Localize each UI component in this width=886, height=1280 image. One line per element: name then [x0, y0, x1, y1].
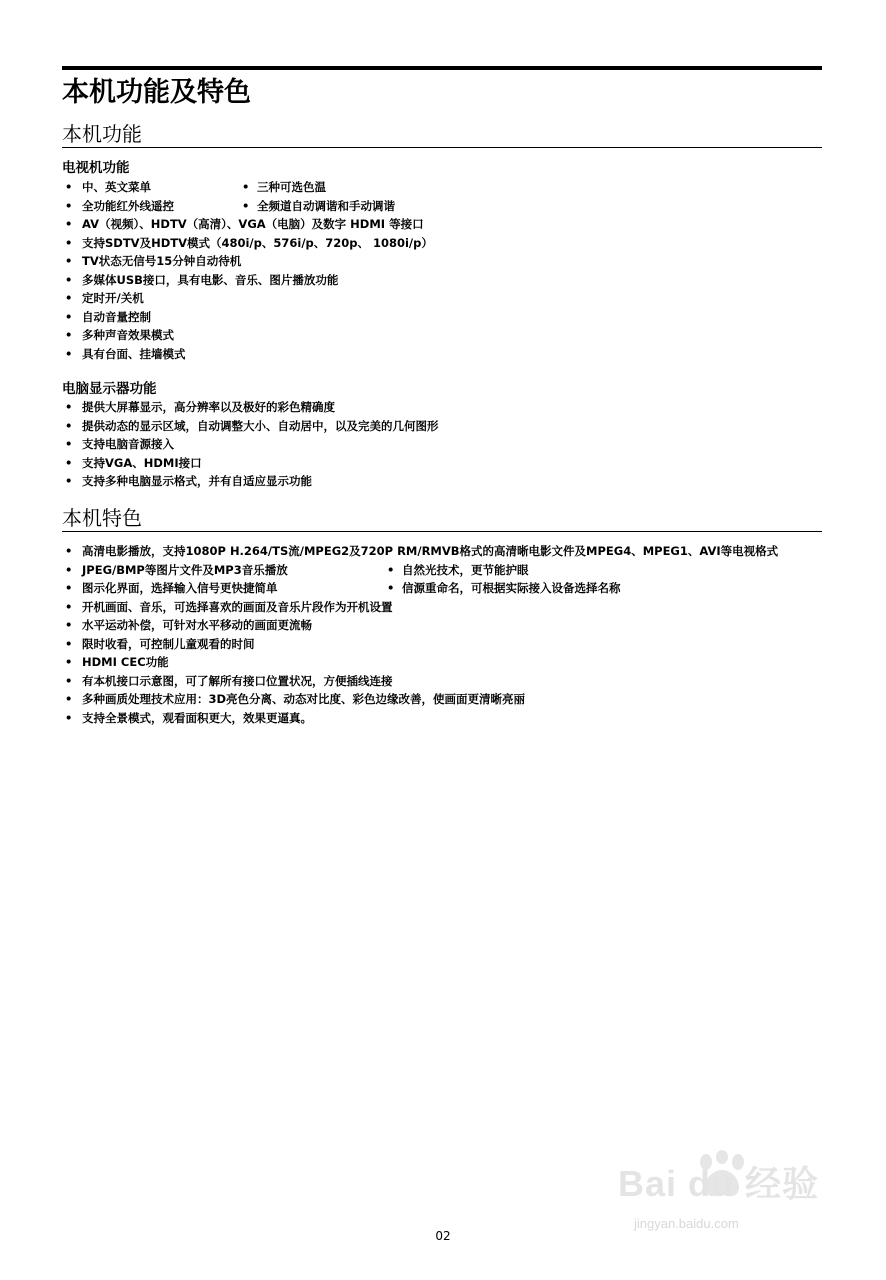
list-item — [62, 308, 822, 327]
list-item-text: HDMI CEC功能 — [82, 655, 169, 669]
list-item-text: 水平运动补偿，可针对水平移动的画面更流畅 — [82, 618, 312, 632]
section-rule-functions — [62, 147, 822, 148]
bullet-icon: • — [65, 272, 73, 287]
list-item — [62, 672, 822, 691]
list-item-text: 具有台面、挂墙模式 — [82, 346, 186, 361]
list-item-text: 图示化界面，选择输入信号更快捷简单 — [82, 581, 278, 595]
list-item — [62, 690, 822, 709]
list-item — [62, 345, 822, 364]
bullet-icon: • — [65, 599, 73, 614]
list-item — [62, 454, 822, 473]
bullet-icon: • — [65, 710, 73, 725]
watermark-url: jingyan.baidu.com — [634, 1216, 739, 1231]
bullet-icon: • — [242, 180, 250, 194]
list-item-text: 支持VGA、HDMI接口 — [82, 455, 202, 470]
bullet-icon: • — [387, 562, 395, 577]
bullet-icon: • — [65, 544, 73, 558]
bullet-icon: • — [65, 618, 73, 632]
list-item-text: 自动音量控制 — [82, 309, 151, 324]
page-title: 本机功能及特色 — [62, 77, 251, 108]
bullet-icon: • — [65, 692, 73, 706]
list-item — [62, 561, 822, 580]
bullet-icon: • — [65, 455, 73, 470]
list-item-text: 多媒体USB接口，具有电影、音乐、图片播放功能 — [82, 272, 339, 287]
watermark-logo-text: Bai du 经验 — [618, 1163, 820, 1204]
list-item-text: 中、英文菜单 — [82, 180, 151, 194]
list-item-text: 自然光技术，更节能护眼 — [402, 562, 529, 577]
section-heading-features: 本机特色 — [62, 506, 142, 530]
pc-function-list — [62, 398, 822, 491]
list-item-text: 支持SDTV及HDTV模式（480i/p、576i/p、720p、 1080i/p） — [82, 235, 433, 250]
list-item-text: 定时开/关机 — [82, 291, 144, 305]
list-item-text: 多种声音效果模式 — [82, 328, 174, 342]
section-heading-functions: 本机功能 — [62, 122, 142, 146]
list-item-text: 全功能红外线遥控 — [82, 198, 174, 213]
bullet-icon: • — [387, 581, 395, 595]
bullet-icon: • — [65, 291, 73, 305]
list-item-text: 信源重命名，可根据实际接入设备选择名称 — [402, 581, 621, 595]
list-item-text: AV（视频）、HDTV（高清）、VGA（电脑）及数字 HDMI 等接口 — [82, 217, 424, 231]
section-rule-features — [62, 531, 822, 532]
list-item — [62, 635, 822, 654]
list-item — [62, 271, 822, 290]
list-item-text: 高清电影播放，支持1080P H.264/TS流/MPEG2及720P RM/RMVB格式的高清晰电影文件及MPEG4、MPEG1、AVI等电视格式 — [82, 544, 779, 558]
page-number: 02 — [435, 1229, 451, 1243]
bullet-icon: • — [65, 474, 73, 488]
bullet-icon: • — [65, 418, 73, 433]
list-item — [62, 178, 822, 197]
list-item — [62, 709, 822, 728]
bullet-icon: • — [65, 581, 73, 595]
list-item-text: 全频道自动调谐和手动调谐 — [257, 198, 395, 213]
list-item-text: 多种画质处理技术应用：3D亮色分离、动态对比度、彩色边缘改善，使画面更清晰亮丽 — [82, 692, 526, 706]
list-item-text: 提供大屏幕显示，高分辨率以及极好的彩色精确度 — [82, 400, 335, 414]
bullet-icon: • — [242, 198, 250, 213]
bullet-icon: • — [65, 180, 73, 194]
list-item — [62, 472, 822, 491]
list-item-text: 三种可选色温 — [257, 180, 326, 194]
bullet-icon: • — [65, 437, 73, 451]
list-item — [62, 252, 822, 271]
list-item-text: 提供动态的显示区域，自动调整大小、自动居中，以及完美的几何图形 — [82, 418, 439, 433]
subheading-pc-functions: 电脑显示器功能 — [62, 381, 157, 397]
bullet-icon: • — [65, 328, 73, 342]
list-item — [62, 616, 822, 635]
list-item — [62, 435, 822, 454]
top-rule — [62, 66, 822, 70]
list-item-text: 有本机接口示意图，可了解所有接口位置状况，方便插线连接 — [82, 673, 393, 688]
bullet-icon: • — [65, 254, 73, 268]
bullet-icon: • — [65, 198, 73, 213]
bullet-icon: • — [65, 346, 73, 361]
bullet-icon: • — [65, 235, 73, 250]
bullet-icon: • — [65, 217, 73, 231]
feature-list — [62, 542, 822, 727]
list-item — [62, 417, 822, 436]
list-item-text: JPEG/BMP等图片文件及MP3音乐播放 — [82, 562, 288, 577]
bullet-icon: • — [65, 400, 73, 414]
list-item — [62, 197, 822, 216]
bullet-icon: • — [65, 673, 73, 688]
list-item — [62, 398, 822, 417]
list-item-text: 支持全景模式，观看面积更大，效果更逼真。 — [82, 710, 312, 725]
list-item-text: 支持电脑音源接入 — [82, 437, 174, 451]
bullet-icon: • — [65, 636, 73, 651]
list-item-text: 开机画面、音乐，可选择喜欢的画面及音乐片段作为开机设置 — [82, 599, 393, 614]
bullet-icon: • — [65, 309, 73, 324]
bullet-icon: • — [65, 655, 73, 669]
list-item — [62, 234, 822, 253]
list-item-text: 限时收看，可控制儿童观看的时间 — [82, 636, 255, 651]
subheading-tv-functions: 电视机功能 — [62, 160, 130, 176]
tv-function-list — [62, 178, 822, 363]
list-item — [62, 598, 822, 617]
list-item — [62, 579, 822, 598]
list-item-text: 支持多种电脑显示格式，并有自适应显示功能 — [82, 474, 312, 488]
bullet-icon: • — [65, 562, 73, 577]
list-item — [62, 653, 822, 672]
list-item — [62, 326, 822, 345]
list-item — [62, 215, 822, 234]
list-item-text: TV状态无信号15分钟自动待机 — [82, 254, 242, 268]
list-item — [62, 289, 822, 308]
list-item — [62, 542, 822, 561]
